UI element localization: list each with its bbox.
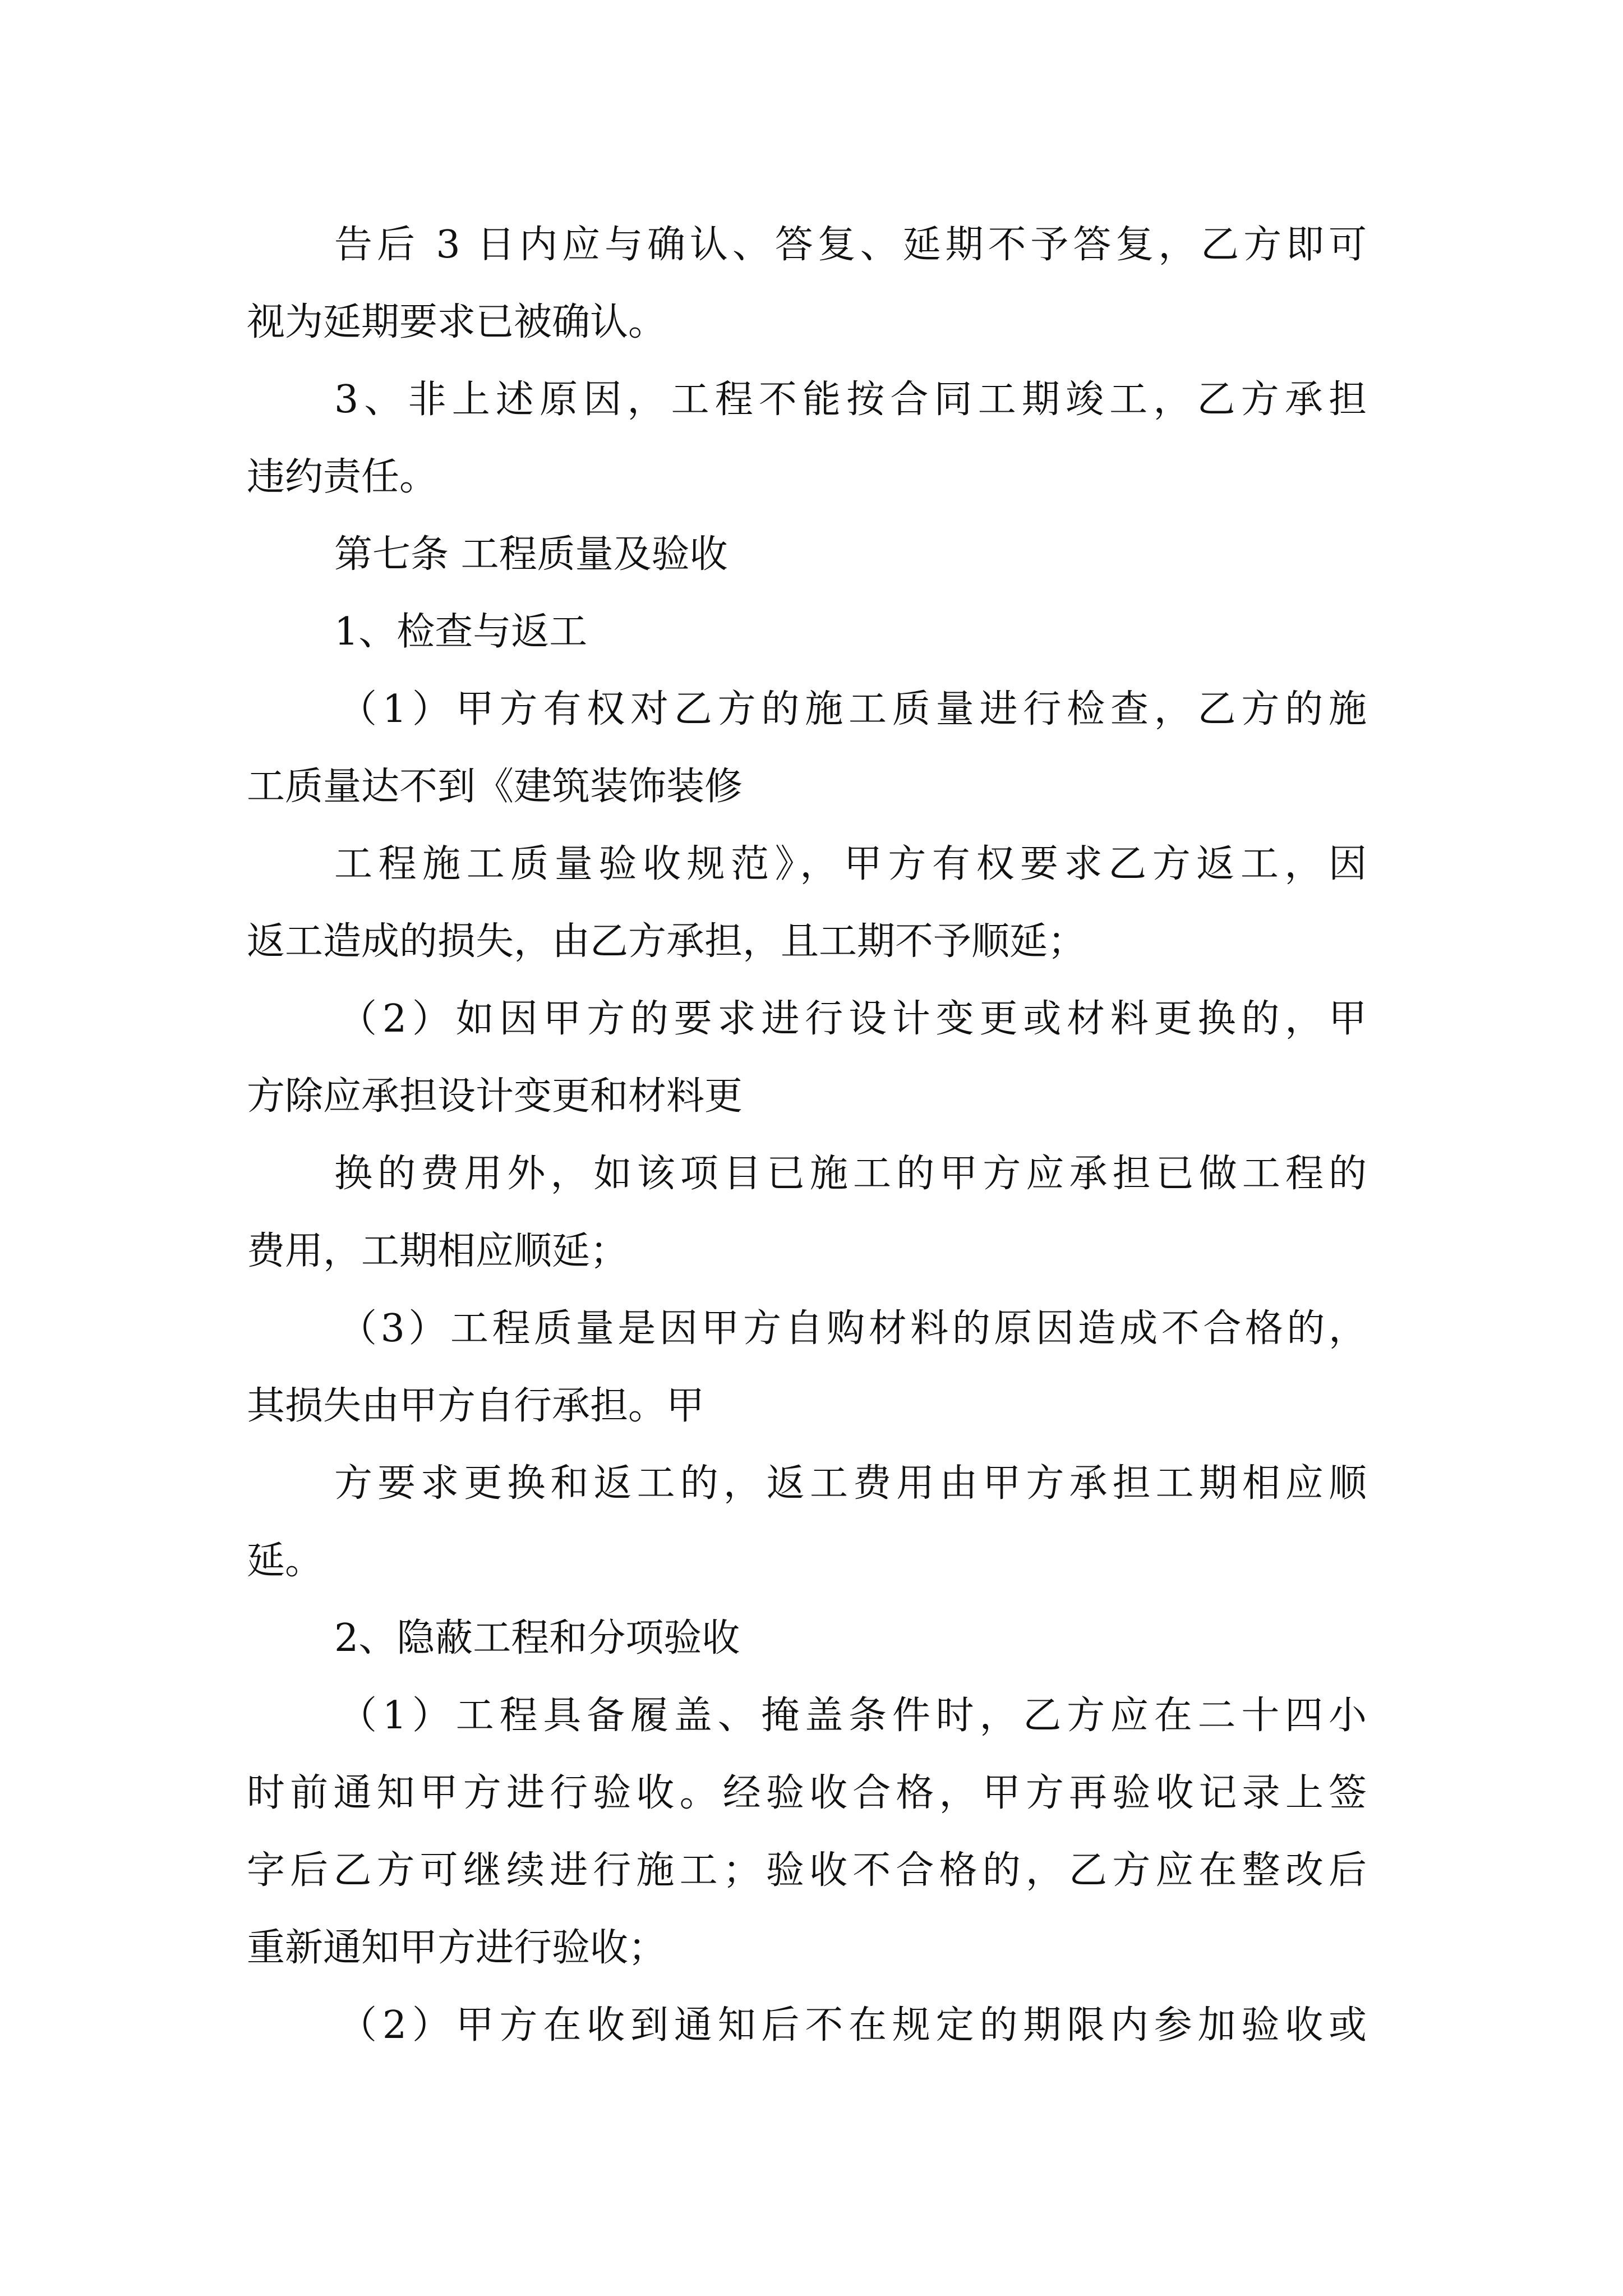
text-line: 时前通知甲方进行验收。经验收合格，甲方再验收记录上签 <box>247 1771 1367 1815</box>
text-line: 违约责任。 <box>247 455 438 499</box>
text-line: 方除应承担设计变更和材料更 <box>247 1074 743 1119</box>
text-line: 字后乙方可继续进行施工；验收不合格的，乙方应在整改后 <box>247 1848 1367 1893</box>
text-line: 延。 <box>247 1539 324 1583</box>
text-line: （3）工程质量是因甲方自购材料的原因造成不合格的， <box>339 1306 1367 1351</box>
text-line: （1）甲方有权对乙方的施工质量进行检查，乙方的施 <box>339 687 1367 731</box>
text-line: 方要求更换和返工的，返工费用由甲方承担工期相应顺 <box>334 1461 1367 1506</box>
text-line: 告后 3 日内应与确认、答复、延期不予答复，乙方即可 <box>334 223 1367 267</box>
text-line: 其损失由甲方自行承担。甲 <box>247 1384 705 1428</box>
text-line: 工程施工质量验收规范》，甲方有权要求乙方返工，因 <box>334 842 1367 886</box>
text-line: 工质量达不到《建筑装饰装修 <box>247 765 743 809</box>
text-line: 3、非上述原因，工程不能按合同工期竣工，乙方承担 <box>334 378 1367 422</box>
text-line: 重新通知甲方进行验收； <box>247 1926 667 1970</box>
text-line: 换的费用外，如该项目已施工的甲方应承担已做工程的 <box>334 1152 1367 1196</box>
text-line: （2）如因甲方的要求进行设计变更或材料更换的，甲 <box>339 997 1367 1041</box>
text-line: 返工造成的损失，由乙方承担，且工期不予顺延； <box>247 919 1086 964</box>
subsection-heading: 2、隐蔽工程和分项验收 <box>334 1616 740 1660</box>
text-line: 费用，工期相应顺延； <box>247 1229 629 1273</box>
text-line: （2）甲方在收到通知后不在规定的期限内参加验收或 <box>339 2003 1367 2047</box>
text-line: （1）工程具备履盖、掩盖条件时，乙方应在二十四小 <box>339 1694 1367 1738</box>
subsection-heading: 1、检查与返工 <box>334 610 588 654</box>
section-heading: 第七条 工程质量及验收 <box>334 532 728 577</box>
text-line: 视为延期要求已被确认。 <box>247 300 667 344</box>
